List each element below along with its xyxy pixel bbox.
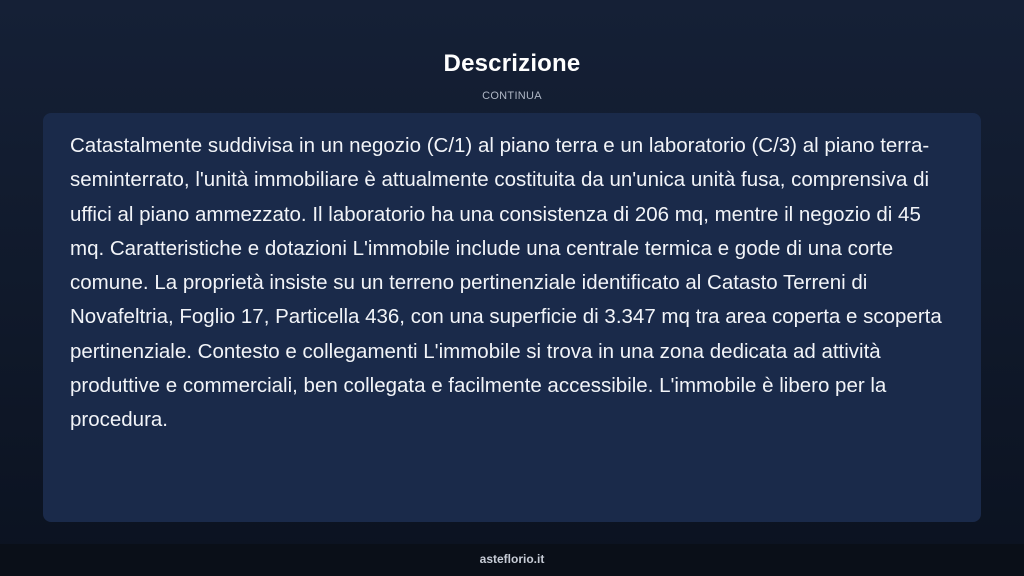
site-name: asteflorio.it xyxy=(479,552,545,566)
description-text: Catastalmente suddivisa in un negozio (C/1) al piano terra e un laboratorio (C/3) al piano terra-seminterrato, l'unità immobiliare è attualmente costituita da un'unica unità fusa, comprensiva di uffici al piano ammezzato. Il laboratorio ha una consistenza di 206 mq, mentre il negozio di 45 mq. Caratteristiche e dotazioni L'immobile include una centrale termica e gode di una corte comune. La proprietà insiste su un terreno pertinenziale identificato al Catasto Terreni di Novafeltria, Foglio 17, Particella 436, con una superficie di 3.347 mq tra area coperta e scoperta pertinenziale. Contesto e collegamenti L'immobile si trova in una zona dedicata ad attività produttive e commerciali, ben collegata e facilmente accessibile. L'immobile è libero per la procedura. xyxy=(70,134,942,432)
description-card xyxy=(43,113,981,522)
continue-label[interactable]: CONTINUA xyxy=(482,90,542,102)
footer-bar xyxy=(0,544,1024,576)
page-title: Descrizione xyxy=(443,50,581,77)
